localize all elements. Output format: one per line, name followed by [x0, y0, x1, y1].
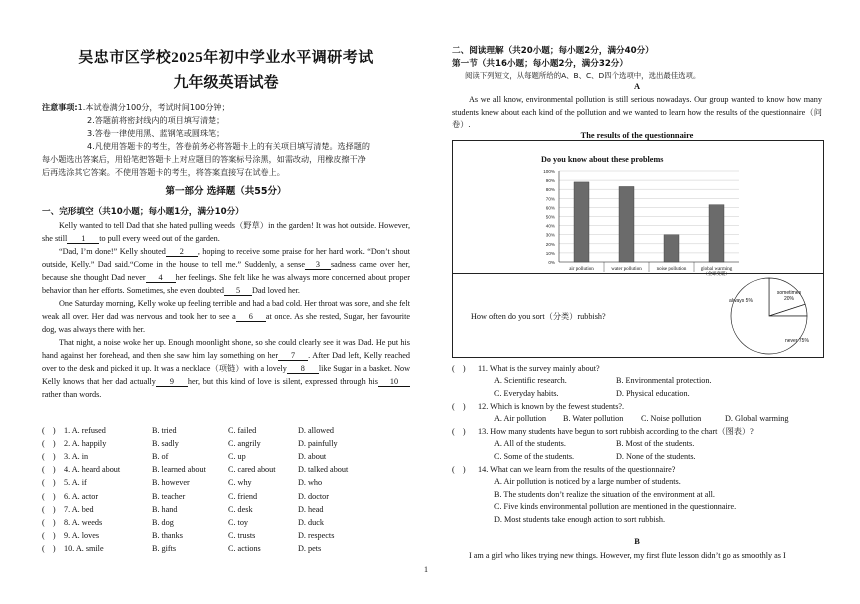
- blank-3: 3: [305, 260, 331, 270]
- option-b: B. dog: [152, 517, 174, 527]
- cloze-passage: [42, 219, 410, 401]
- option-a: 8. A. weeds: [64, 517, 103, 527]
- choice: A. Air pollution: [494, 414, 547, 424]
- paren-close: ): [52, 478, 56, 488]
- pie-label: sometimes: [776, 290, 802, 296]
- option-d: D. allowed: [298, 426, 334, 436]
- question-text: 12. Which is known by the fewest students?.: [478, 401, 625, 411]
- question-row: [452, 362, 822, 375]
- choice-row: [452, 438, 822, 451]
- y-tick-label: 30%: [545, 232, 555, 238]
- option-a: 7. A. bed: [64, 504, 94, 514]
- paren-open: (: [42, 491, 45, 501]
- paren-open: (: [42, 452, 45, 462]
- paren-close: ): [52, 439, 56, 449]
- paren-close: ): [52, 504, 56, 514]
- paren-open: (: [42, 426, 45, 436]
- blank-7: 7: [278, 351, 308, 361]
- reading-subheading: 第一节（共16小题；每小题2分，满分32分）: [452, 59, 628, 69]
- questionnaire-chart: [452, 140, 824, 358]
- text: , hoping to receive some praise for her hard work. “Don’t shout outside, Kelly.” Dad said.“Come in the house to tell me.” Suddenly, a sense: [42, 247, 410, 269]
- choice: B. Most of the students.: [616, 439, 695, 449]
- bar-chart: [453, 141, 823, 277]
- reading-instruction: 阅读下列短文，从每题所给的A、B、C、D四个选项中，选出最佳选项。: [465, 71, 701, 80]
- y-tick-label: 90%: [545, 178, 555, 184]
- x-tick-sublabel: （全球变暖）: [703, 272, 730, 277]
- option-a: 10. A. smile: [64, 543, 104, 553]
- text: at once. As she rested, Sugar, her favourite dog, was always there with her.: [42, 312, 410, 334]
- text: Dad loved her.: [251, 286, 300, 295]
- option-b: B. thanks: [152, 530, 183, 540]
- option-d: D. painfully: [298, 439, 338, 449]
- option-a: 6. A. actor: [64, 491, 99, 501]
- paren-close: ): [52, 465, 56, 475]
- note-item: 3.答卷一律使用黑、蓝钢笔或圆珠笔；: [87, 128, 225, 138]
- paren-close: ): [52, 543, 56, 553]
- y-tick-label: 20%: [545, 241, 555, 247]
- option-b: B. teacher: [152, 491, 186, 501]
- option-b: B. of: [152, 452, 169, 462]
- paren-open: (: [42, 465, 45, 475]
- note-item: 2.答题前将密封线内的项目填写清楚；: [87, 115, 225, 125]
- exam-title: 吴忠市区学校2025年初中学业水平调研考试: [78, 50, 374, 66]
- pie-chart-marks: [729, 278, 809, 354]
- answer-paren[interactable]: [452, 402, 478, 411]
- choice-row: [452, 387, 822, 400]
- text: her, but this kind of love is silent, expressed through his: [187, 377, 378, 386]
- bar: [574, 182, 589, 262]
- option-c: C. up: [228, 452, 246, 462]
- paren-close: ): [52, 517, 56, 527]
- choice: A. All of the students.: [494, 439, 566, 449]
- cloze-paragraph: [42, 245, 410, 297]
- y-tick-label: 0%: [548, 260, 555, 265]
- cloze-paragraph: [42, 219, 410, 245]
- choice-row: [452, 501, 822, 514]
- option-a: 9. A. loves: [64, 530, 100, 540]
- choice: C. Noise pollution: [641, 414, 702, 424]
- answer-paren[interactable]: [452, 465, 478, 474]
- choice: A. Air pollution is noticed by a large number of students.: [494, 477, 681, 487]
- answer-paren[interactable]: [42, 478, 64, 487]
- question-row: [452, 463, 822, 476]
- choice-row: [452, 475, 822, 488]
- option-c: C. cared about: [228, 465, 276, 475]
- reading-questions: [452, 362, 822, 526]
- option-a: 5. A. if: [64, 478, 87, 488]
- paren-open: (: [42, 517, 45, 527]
- paren-open: (: [452, 464, 455, 474]
- option-a: 1. A. refused: [64, 426, 106, 436]
- bar: [664, 235, 679, 262]
- choice-row: [452, 375, 822, 388]
- option-c: C. angrily: [228, 439, 261, 449]
- option-d: D. respects: [298, 530, 335, 540]
- chart-title: The results of the questionnaire: [580, 131, 694, 140]
- paren-close: ): [52, 452, 56, 462]
- option-c: C. failed: [228, 426, 257, 436]
- option-b: B. gifts: [152, 543, 177, 553]
- option-row: [42, 503, 410, 516]
- bar-chart-marks: [569, 182, 733, 277]
- option-b: B. tried: [152, 426, 177, 436]
- x-tick-label: noise pollution: [656, 267, 687, 272]
- cloze-heading: 一、完形填空（共10小题；每小题1分，满分10分）: [42, 207, 244, 217]
- option-c: C. toy: [228, 517, 249, 527]
- note-item: 4.凡使用答题卡的考生，答卷前务必将答题卡上的有关项目填写清楚。选择题的: [87, 141, 370, 151]
- choice: D. Most students take enough action to sort rubbish.: [494, 514, 666, 524]
- choice: B. The students don’t realize the situation of the environment at all.: [494, 489, 715, 499]
- y-tick-label: 10%: [545, 250, 555, 256]
- part1-title: 第一部分 选择题（共55分）: [165, 186, 287, 197]
- choice-row: [452, 488, 822, 501]
- text: “Dad, I’m done!” Kelly shouted: [59, 247, 166, 256]
- option-row: [42, 437, 410, 450]
- option-row: [42, 424, 410, 437]
- option-d: D. head: [298, 504, 324, 514]
- blank-2: 2: [166, 247, 198, 257]
- paren-open: (: [42, 543, 45, 553]
- cloze-paragraph: [42, 336, 410, 401]
- option-d: D. talked about: [298, 465, 349, 475]
- x-tick-label: global warming: [700, 267, 733, 272]
- option-d: D. who: [298, 478, 323, 488]
- text: to pull every weed out of the garden.: [99, 234, 220, 243]
- option-b: B. hand: [152, 504, 178, 514]
- option-c: C. friend: [228, 491, 258, 501]
- paren-open: (: [42, 530, 45, 540]
- y-tick-label: 70%: [545, 196, 555, 202]
- passage-a-label: A: [633, 82, 641, 91]
- paren-open: (: [42, 504, 45, 514]
- pie-label: never 75%: [785, 338, 809, 344]
- option-a: 3. A. in: [64, 452, 89, 462]
- answer-paren[interactable]: [42, 518, 64, 527]
- option-row: [42, 542, 410, 555]
- cloze-paragraph: [42, 297, 410, 336]
- text: rather than words.: [42, 390, 102, 399]
- paren-open: (: [42, 478, 45, 488]
- answer-paren[interactable]: [42, 452, 64, 461]
- paren-close: ): [462, 464, 466, 474]
- passage-a: [452, 94, 822, 132]
- paren-close: ): [52, 530, 56, 540]
- option-row: [42, 450, 410, 463]
- choice: D. Physical education.: [616, 388, 690, 398]
- option-d: D. pets: [298, 543, 322, 553]
- blank-8: 8: [287, 364, 319, 374]
- option-b: B. sadly: [152, 439, 179, 449]
- blank-1: 1: [67, 234, 99, 244]
- text: One Saturday morning, Kelly woke up feeling terrible and had a bad cold. Her throat was sore, and she felt weak all over. Her dad was nervous and took her to see a: [42, 299, 410, 321]
- cloze-options: [42, 424, 410, 555]
- choice: D. None of the students.: [616, 451, 696, 461]
- answer-paren[interactable]: [452, 364, 478, 373]
- option-row: [42, 516, 410, 529]
- pie-label-value: 20%: [783, 296, 795, 302]
- paren-close: ): [52, 491, 56, 501]
- option-c: C. desk: [228, 504, 253, 514]
- option-b: B. however: [152, 478, 190, 488]
- question-row: [452, 400, 822, 413]
- paren-open: (: [42, 439, 45, 449]
- answer-paren[interactable]: [42, 544, 64, 553]
- question-text: 11. What is the survey mainly about?: [478, 363, 600, 373]
- option-row: [42, 489, 410, 502]
- question-text: 13. How many students have begun to sort rubbish according to the chart（图表）?: [478, 426, 754, 436]
- note-continuation: 后再选涂其它答案。不使用答题卡的考生，将答案直接写在试卷上。: [42, 167, 285, 177]
- blank-6: 6: [236, 312, 266, 322]
- choice-row: [452, 450, 822, 463]
- option-a: 4. A. heard about: [64, 465, 121, 475]
- option-d: D. duck: [298, 517, 324, 527]
- option-d: D. doctor: [298, 491, 329, 501]
- option-b: B. learned about: [152, 465, 206, 475]
- text: sadness came over her, because she thought Dad never: [42, 260, 410, 282]
- answer-paren[interactable]: [42, 531, 64, 540]
- bar: [709, 205, 724, 262]
- option-c: C. why: [228, 478, 252, 488]
- notes-label: 注意事项:: [42, 102, 78, 112]
- paren-close: ): [462, 401, 466, 411]
- x-tick-label: water pollution: [611, 267, 642, 272]
- bar-chart-title: Do you know about these problems: [541, 155, 664, 164]
- passage-b: [452, 549, 824, 562]
- paren-close: ): [52, 426, 56, 436]
- choice-row: [452, 513, 822, 526]
- choice: B. Environmental protection.: [616, 376, 712, 386]
- choice-row: [452, 412, 822, 425]
- blank-9: 9: [156, 377, 188, 387]
- question-text: 14. What can we learn from the results of the questionnaire?: [478, 464, 676, 474]
- answer-paren[interactable]: [42, 505, 64, 514]
- text: . After Dad left, Kelly reached over to the desk and picked it up. It was a necklace（项链）with a lovely: [42, 351, 411, 373]
- y-tick-label: 100%: [543, 169, 555, 174]
- y-tick-label: 60%: [545, 205, 555, 211]
- choice: A. Scientific research.: [494, 376, 567, 386]
- answer-paren[interactable]: [42, 465, 64, 474]
- option-c: C. actions: [228, 543, 261, 553]
- pie-question: How often do you sort（分类）rubbish?: [471, 312, 606, 321]
- passage-b-label: B: [634, 537, 640, 546]
- paren-open: (: [452, 401, 455, 411]
- choice: C. Five kinds environmental pollution are mentioned in the questionnaire.: [494, 502, 737, 512]
- paren-open: (: [452, 363, 455, 373]
- exam-subtitle: 九年级英语试卷: [173, 75, 279, 91]
- option-row: [42, 463, 410, 476]
- note-item: 1.本试卷满分100分，考试时间100分钟；: [77, 102, 230, 112]
- choice: D. Global warming: [725, 414, 789, 424]
- note-continuation: 每小题选出答案后，用铅笔把答题卡上对应题目的答案标号涂黑，如需改动，用橡皮擦干净: [42, 154, 366, 164]
- answer-paren[interactable]: [42, 439, 64, 448]
- y-tick-label: 40%: [545, 223, 555, 229]
- option-d: D. about: [298, 452, 327, 462]
- reading-heading: 二、阅读理解（共20小题；每小题2分，满分40分）: [452, 46, 654, 56]
- blank-10: 10: [378, 377, 410, 387]
- paren-close: ): [462, 363, 466, 373]
- text: That night, a noise woke her up. Enough moonlight shone, so she could clearly see it was Dad. He put his hand against her forehead, and then she saw him lay something on her: [42, 338, 410, 360]
- y-tick-label: 80%: [545, 187, 555, 193]
- answer-paren[interactable]: [42, 426, 64, 435]
- paren-close: ): [462, 426, 466, 436]
- choice: C. Everyday habits.: [494, 388, 559, 398]
- choice: B. Water pollution: [563, 414, 624, 424]
- paren-open: (: [452, 426, 455, 436]
- y-tick-label: 50%: [545, 214, 555, 220]
- page-number: 1: [424, 565, 428, 574]
- option-a: 2. A. happily: [64, 439, 107, 449]
- option-c: C. trusts: [228, 530, 256, 540]
- passage-b-text: I am a girl who likes trying new things. However, my first flute lesson didn’t go as smoothly as I: [469, 551, 786, 560]
- exam-notes: [42, 101, 410, 179]
- question-row: [452, 425, 822, 438]
- blank-4: 4: [146, 273, 176, 283]
- x-tick-label: air pollution: [569, 267, 594, 272]
- option-row: [42, 529, 410, 542]
- answer-paren[interactable]: [452, 427, 478, 436]
- choice: C. Some of the students.: [494, 451, 575, 461]
- text: like Sugar in a basket. Now Kelly knows that her dad actually: [42, 364, 411, 386]
- text: her feelings. She felt like he was always more concerned about proper behavior than her efforts. Sometimes, she even doubted: [42, 273, 410, 295]
- pie-label: always 5%: [729, 298, 753, 304]
- passage-a-text: As we all know, environmental pollution is still serious nowadays. Our group wanted to know how many students knew about each kind of the pollution and we wanted to learn how the results of the questionnaire（问卷）.: [452, 95, 822, 129]
- answer-paren[interactable]: [42, 492, 64, 501]
- blank-5: 5: [224, 286, 252, 296]
- bar: [619, 186, 634, 262]
- text: Kelly wanted to tell Dad that she hated pulling weeds（野草）in the garden! It was hot outside. However, she still: [42, 221, 410, 243]
- pie-chart: [681, 274, 821, 358]
- option-row: [42, 476, 410, 489]
